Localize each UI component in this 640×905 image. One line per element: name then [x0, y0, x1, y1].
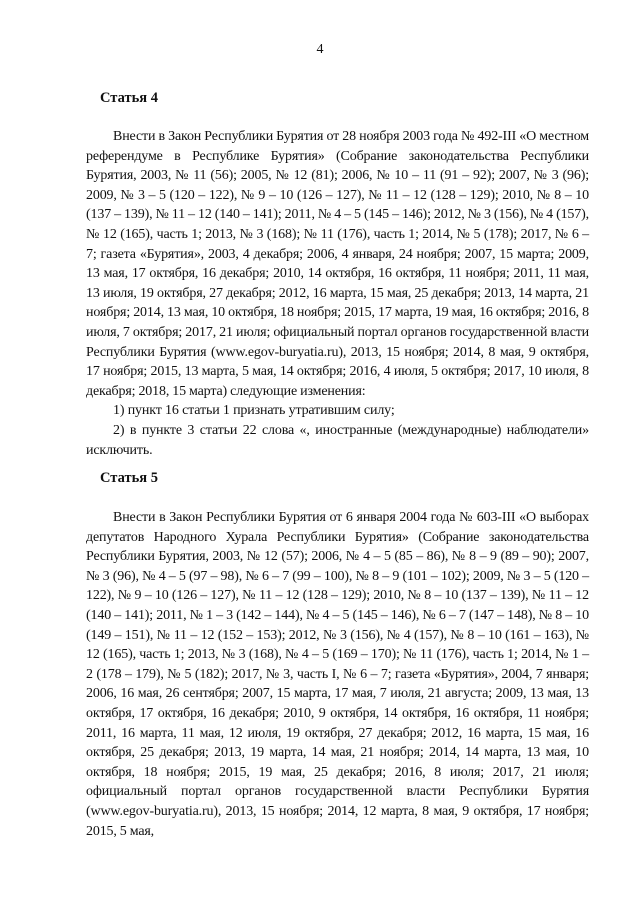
amendment-item: 2) в пункте 3 статьи 22 слова «, иностранные (международные) наблюдатели» исключить.	[86, 422, 589, 458]
article-5	[86, 468, 589, 841]
article-heading: Статья 4	[100, 90, 158, 106]
article-body: Внести в Закон Республики Бурятия от 6 января 2004 года № 603-III «О выборах депутатов Народного Хурала Республики Бурятия» (Собрание законодательства Республики Бурятия, 2003, № 12 (57); 2006, № 4 – 5 (85 – 86), № 8 – 9 (89 – 90); 2007, № 3 (96), № 4 – 5 (97 – 98), № 6 – 7 (99 – 100), № 8 – 9 (101 – 102); 2009, № 3 – 5 (120 – 122), № 9 – 10 (126 – 127), № 11 – 12 (128 – 129); 2010, № 8 – 10 (137 – 139), № 11 – 12 (140 – 141); 2011, № 1 – 3 (142 – 144), № 4 – 5 (145 – 146), № 6 – 7 (147 – 148), № 8 – 10 (149 – 151), № 11 – 12 (152 – 153); 2012, № 3 (156), № 4 (157), № 8 – 10 (161 – 163), № 12 (165), часть 1; 2013, № 3 (168), № 4 – 5 (169 – 170); № 11 (176), часть 1; 2014, № 1 – 2 (178 – 179), № 5 (182); 2017, № 3, часть I, № 6 – 7; газета «Бурятия», 2004, 7 января; 2006, 16 мая, 26 сентября; 2007, 15 марта, 17 мая, 7 июля, 21 августа; 2009, 13 мая, 13 октября, 17 октября, 16 декабря; 2010, 9 октября, 14 октября, 16 октября, 11 ноября; 2011, 16 марта, 11 мая, 12 июля, 19 октября, 27 декабря; 2012, 16 марта, 15 мая, 16 октября, 25 декабря; 2013, 19 марта, 14 мая, 21 ноября; 2014, 14 марта, 13 мая, 10 октября, 18 ноября; 2015, 19 мая, 25 декабря; 2016, 8 июля; 2017, 21 июля; официальный портал органов государственной власти Республики Бурятия (www.egov-buryatia.ru), 2013, 15 ноября; 2014, 12 марта, 8 мая, 9 октября, 17 ноября; 2015, 5 мая,	[86, 510, 589, 839]
article-heading: Статья 5	[100, 470, 158, 486]
article-4	[86, 88, 589, 460]
article-body: Внести в Закон Республики Бурятия от 28 ноября 2003 года № 492-III «О местном референдуме в Республике Бурятия» (Собрание законодательства Республики Бурятия, 2003, № 11 (56); 2005, № 12 (81); 2006, № 10 – 11 (91 – 92); 2007, № 3 (96); 2009, № 3 – 5 (120 – 122), № 9 – 10 (126 – 127), № 11 – 12 (128 – 129); 2010, № 8 – 10 (137 – 139), № 11 – 12 (140 – 141); 2011, № 4 – 5 (145 – 146); 2012, № 3 (156), № 4 (157), № 12 (165), часть 1; 2013, № 3 (168); № 11 (176), часть 1; 2014, № 5 (178); 2017, № 6 – 7; газета «Бурятия», 2003, 4 декабря; 2006, 4 января, 24 ноября; 2007, 15 марта; 2009, 13 мая, 17 октября, 16 декабря; 2010, 14 октября, 16 октября, 11 ноября; 2011, 11 мая, 13 июля, 19 октября, 27 декабря; 2012, 16 марта, 15 мая, 25 декабря; 2013, 14 марта, 21 ноября; 2014, 13 мая, 10 октября, 18 ноября; 2015, 17 марта, 19 мая, 16 октября; 2016, 8 июля, 7 октября; 2017, 21 июля; официальный портал органов государственной власти Республики Бурятия (www.egov-buryatia.ru), 2013, 15 ноября; 2014, 8 мая, 9 октября, 17 ноября; 2015, 13 марта, 5 мая, 14 октября; 2016, 4 июля, 5 октября; 2017, 10 июля, 8 декабря; 2018, 15 марта) следующие изменения:	[86, 129, 589, 399]
page-number: 4	[316, 42, 324, 57]
amendment-item: 1) пункт 16 статьи 1 признать утратившим силу;	[113, 403, 395, 419]
